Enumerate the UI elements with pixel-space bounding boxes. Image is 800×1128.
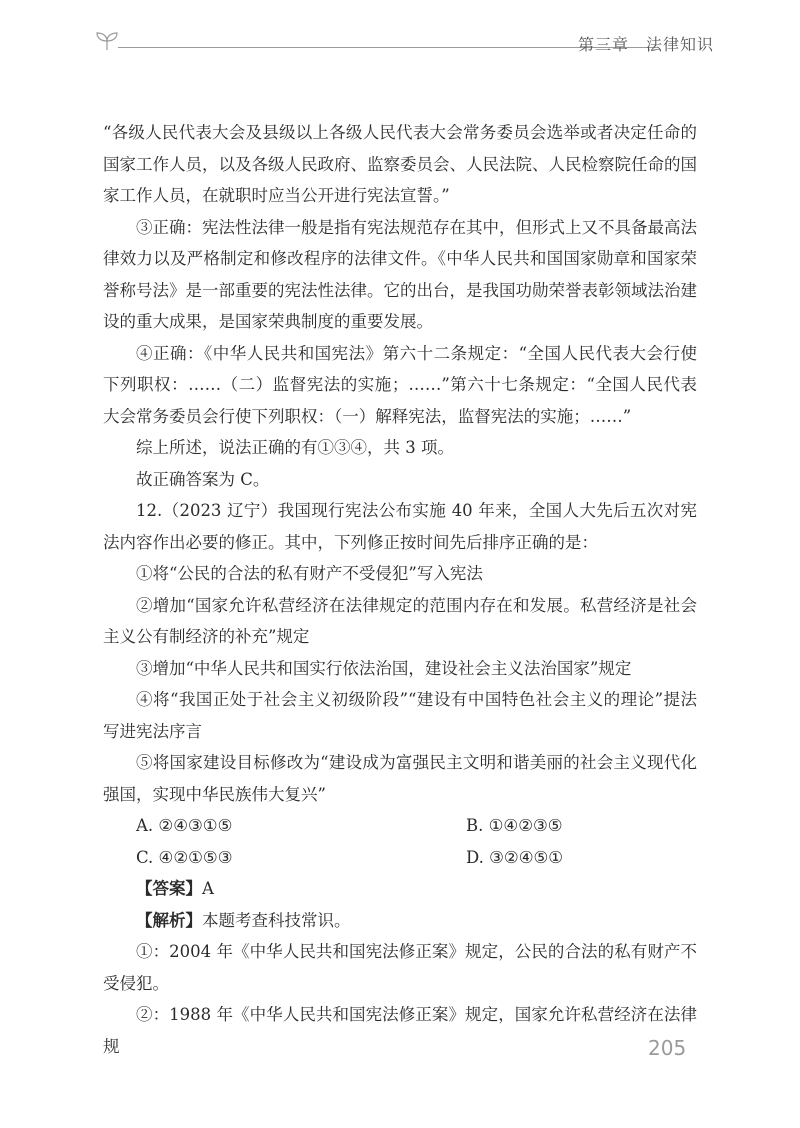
- sprout-icon: [94, 30, 120, 52]
- page-number: 205: [648, 1036, 687, 1060]
- explanation-2: ②：1988 年《中华人民共和国宪法修正案》规定，国家允许私营经济在法律规: [103, 1005, 697, 1056]
- question-item-2: ②增加“国家允许私营经济在法律规定的范围内存在和发展。私营经济是社会主义公有制经济的补充”规定: [103, 595, 697, 646]
- question-item-3: ③增加“中华人民共和国实行依法治国，建设社会主义法治国家”规定: [136, 658, 632, 678]
- chapter-title: 第三章 法律知识: [577, 35, 714, 54]
- answer-value: A: [202, 879, 214, 898]
- question-item-1: ①将“公民的合法的私有财产不受侵犯”写入宪法: [136, 564, 483, 583]
- point-3-paragraph: ③正确：宪法性法律一般是指有宪法规范存在其中，但形式上又不具备最高法律效力以及严格制定和修改程序的法律文件。《中华人民共和国国家勋章和国家荣誉称号法》是一部重要的宪法性法律。它的出台，是我国功勋荣誉表彰领域法治建设的重大成果，是国家荣典制度的重要发展。: [103, 217, 697, 331]
- running-header: [94, 28, 714, 58]
- question-item-5: ⑤将国家建设目标修改为“建设成为富强民主文明和谐美丽的社会主义现代化强国，实现中华民族伟大复兴”: [103, 753, 697, 804]
- analysis-line: [103, 905, 697, 937]
- option-c: C. ④②①⑤③: [136, 847, 233, 867]
- answer-tag: 【答案】: [136, 879, 202, 898]
- point-4-paragraph: ④正确：《中华人民共和国宪法》第六十二条规定：“全国人民代表大会行使下列职权：……（二）监督宪法的实施；……”第六十七条规定：“全国人民代表大会常务委员会行使下列职权：（一）解释宪法，监督宪法的实施；……”: [103, 343, 697, 426]
- summary-paragraph: 综上所述，说法正确的有①③④，共 3 项。: [136, 438, 454, 457]
- option-a: A. ②④③①⑤: [136, 816, 233, 835]
- conclusion-paragraph: 故正确答案为 C。: [136, 469, 270, 489]
- analysis-tag: 【解析】: [136, 910, 202, 930]
- option-d: D. ③②④⑤①: [466, 847, 564, 867]
- option-b: B. ①④②③⑤: [466, 816, 563, 835]
- page-body: [103, 117, 697, 1062]
- answer-line: [103, 873, 697, 905]
- quote-paragraph: “各级人民代表大会及县级以上各级人民代表大会常务委员会选举或者决定任命的国家工作人员，以及各级人民政府、监察委员会、人民法院、人民检察院任命的国家工作人员，在就职时应当公开进行宪法宣誓。”: [103, 123, 697, 205]
- analysis-text: 本题考查科技常识。: [202, 910, 351, 930]
- question-12-stem: 12.（2023 辽宁）我国现行宪法公布实施 40 年来，全国人大先后五次对宪法内容作出必要的修正。其中，下列修正按时间先后排序正确的是：: [103, 501, 697, 552]
- question-item-4: ④将“我国正处于社会主义初级阶段”“建设有中国特色社会主义的理论”提法写进宪法序言: [103, 690, 697, 741]
- explanation-1: ①：2004 年《中华人民共和国宪法修正案》规定，公民的合法的私有财产不受侵犯。: [103, 942, 697, 993]
- answer-options: [103, 810, 697, 873]
